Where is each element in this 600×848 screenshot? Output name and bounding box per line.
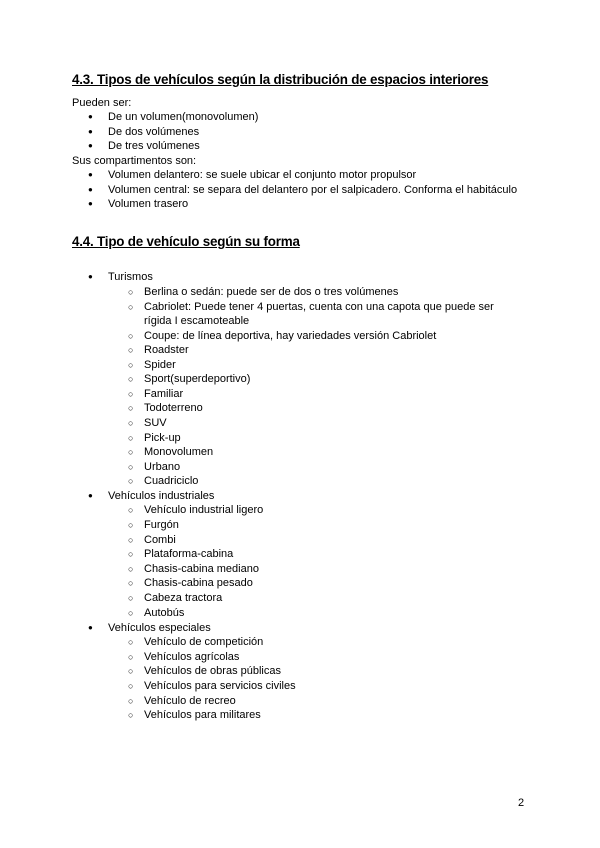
circle-bullet-icon: ○ (128, 287, 134, 297)
bullet-icon: ● (88, 112, 93, 121)
group-label: Vehículos industriales (108, 490, 215, 502)
sub-list-item: Vehículo de recreo (144, 695, 236, 707)
sub-list-item: Todoterreno (144, 402, 203, 414)
sub-list-item: Vehículo de competición (144, 636, 264, 648)
list-item: Volumen trasero (108, 198, 189, 210)
section-4-4-heading: 4.4. Tipo de vehículo según su forma (72, 234, 300, 249)
circle-bullet-icon: ○ (128, 696, 134, 706)
sub-list-item: Vehículos para servicios civiles (144, 680, 296, 692)
list-item: Volumen central: se separa del delantero por el salpicadero. Conforma el habitáculo (108, 184, 518, 196)
bullet-icon: ● (88, 272, 93, 281)
circle-bullet-icon: ○ (128, 608, 134, 618)
compartments-intro: Sus compartimentos son: (72, 155, 197, 167)
circle-bullet-icon: ○ (128, 637, 134, 647)
circle-bullet-icon: ○ (128, 535, 134, 545)
sub-list-item: Urbano (144, 461, 181, 473)
sub-list-item: Coupe: de línea deportiva, hay variedades versión Cabriolet (144, 330, 437, 342)
bullet-icon: ● (88, 623, 93, 632)
sub-list-item-continuation: rígida I escamoteable (144, 315, 250, 327)
sub-list-item: Spider (144, 359, 176, 371)
circle-bullet-icon: ○ (128, 578, 134, 588)
sub-list-item: Vehículo industrial ligero (144, 504, 264, 516)
sub-list-item: SUV (144, 417, 167, 429)
section-4-3-heading: 4.3. Tipos de vehículos según la distribución de espacios interiores (72, 72, 489, 87)
list-item: Volumen delantero: se suele ubicar el conjunto motor propulsor (108, 169, 417, 181)
circle-bullet-icon: ○ (128, 447, 134, 457)
sub-list-item: Pick-up (144, 432, 181, 444)
bullet-icon: ● (88, 491, 93, 500)
circle-bullet-icon: ○ (128, 666, 134, 676)
circle-bullet-icon: ○ (128, 403, 134, 413)
circle-bullet-icon: ○ (128, 520, 134, 530)
circle-bullet-icon: ○ (128, 360, 134, 370)
circle-bullet-icon: ○ (128, 593, 134, 603)
sub-list-item: Combi (144, 534, 176, 546)
circle-bullet-icon: ○ (128, 374, 134, 384)
sub-list-item: Autobús (144, 607, 185, 619)
sub-list-item: Plataforma-cabina (144, 548, 234, 560)
sub-list-item: Chasis-cabina pesado (144, 577, 253, 589)
circle-bullet-icon: ○ (128, 549, 134, 559)
circle-bullet-icon: ○ (128, 331, 134, 341)
sub-list-item: Chasis-cabina mediano (144, 563, 259, 575)
sub-list-item: Furgón (144, 519, 179, 531)
bullet-icon: ● (88, 127, 93, 136)
circle-bullet-icon: ○ (128, 681, 134, 691)
bullet-icon: ● (88, 141, 93, 150)
sub-list-item: Cabeza tractora (144, 592, 223, 604)
list-item: De un volumen(monovolumen) (108, 111, 259, 123)
group-label: Turismos (108, 271, 153, 283)
circle-bullet-icon: ○ (128, 433, 134, 443)
sub-list-item: Vehículos para militares (144, 709, 261, 721)
circle-bullet-icon: ○ (128, 389, 134, 399)
sub-list-item: Cabriolet: Puede tener 4 puertas, cuenta con una capota que puede ser (144, 301, 494, 313)
group-label: Vehículos especiales (108, 622, 211, 634)
sub-list-item: Berlina o sedán: puede ser de dos o tres volúmenes (144, 286, 399, 298)
circle-bullet-icon: ○ (128, 476, 134, 486)
bullet-icon: ● (88, 199, 93, 208)
bullet-icon: ● (88, 170, 93, 179)
circle-bullet-icon: ○ (128, 462, 134, 472)
circle-bullet-icon: ○ (128, 652, 134, 662)
sub-list-item: Sport(superdeportivo) (144, 373, 251, 385)
sub-list-item: Cuadriciclo (144, 475, 199, 487)
sub-list-item: Vehículos agrícolas (144, 651, 240, 663)
circle-bullet-icon: ○ (128, 302, 134, 312)
sub-list-item: Monovolumen (144, 446, 214, 458)
circle-bullet-icon: ○ (128, 418, 134, 428)
bullet-icon: ● (88, 185, 93, 194)
circle-bullet-icon: ○ (128, 710, 134, 720)
sub-list-item: Familiar (144, 388, 184, 400)
intro-text: Pueden ser: (72, 97, 132, 109)
sub-list-item: Vehículos de obras públicas (144, 665, 281, 677)
circle-bullet-icon: ○ (128, 564, 134, 574)
page-number: 2 (518, 797, 525, 809)
list-item: De tres volúmenes (108, 140, 200, 152)
list-item: De dos volúmenes (108, 126, 200, 138)
sub-list-item: Roadster (144, 344, 189, 356)
circle-bullet-icon: ○ (128, 345, 134, 355)
circle-bullet-icon: ○ (128, 505, 134, 515)
